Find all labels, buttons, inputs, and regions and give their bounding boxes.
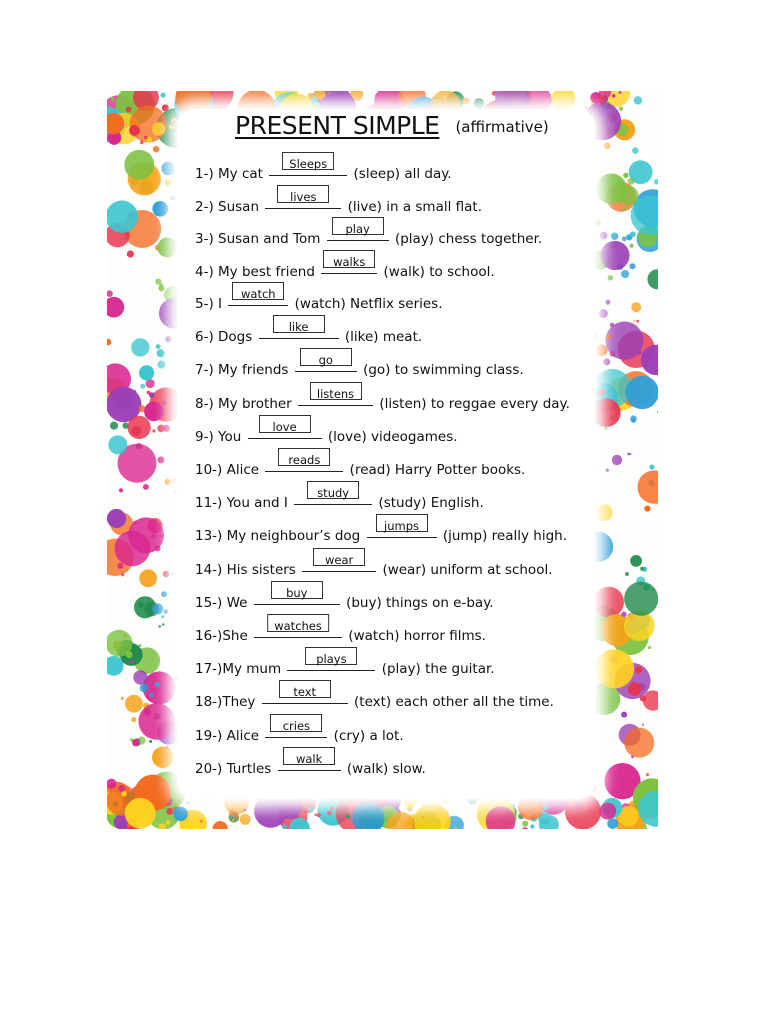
paint-splash	[647, 269, 658, 289]
exercise-prompt-start: 19-) Alice	[195, 728, 260, 744]
paint-splash	[159, 283, 163, 287]
exercise-prompt-end: (play) the guitar.	[381, 661, 495, 677]
paint-splash	[107, 339, 111, 346]
paint-splash	[640, 695, 646, 701]
paint-splash	[158, 625, 161, 628]
paint-splash	[599, 309, 608, 318]
paint-splash	[152, 747, 174, 769]
paint-splash	[308, 93, 314, 99]
paint-splash	[595, 649, 634, 688]
exercise-item	[195, 289, 443, 311]
answer-blank	[298, 389, 373, 406]
exercise-prompt-end: (study) English.	[378, 495, 484, 511]
exercise-prompt-end: (cry) a lot.	[333, 728, 404, 744]
paint-splash	[138, 644, 141, 647]
answer-box[interactable]: reads	[278, 448, 330, 466]
exercise-item	[195, 555, 553, 577]
paint-splash	[611, 233, 618, 240]
paint-splash	[140, 684, 148, 692]
paint-splash	[644, 506, 650, 512]
paint-splash	[414, 803, 451, 829]
paint-splash	[621, 712, 627, 718]
answer-box[interactable]: text	[279, 680, 331, 698]
exercise-item	[195, 422, 458, 444]
exercise-prompt-start: 9-) You	[195, 429, 242, 445]
paint-splash	[172, 121, 175, 124]
answer-blank	[287, 654, 375, 671]
paint-splash	[121, 697, 124, 700]
paint-splash	[650, 465, 655, 470]
answer-blank	[228, 289, 288, 306]
paint-splash	[124, 150, 154, 180]
paint-splash	[157, 349, 165, 357]
exercise-prompt-end: (watch) horror films.	[348, 628, 486, 644]
answer-blank	[254, 621, 342, 638]
paint-splash	[107, 290, 113, 297]
paint-splash	[330, 807, 333, 810]
paint-splash	[152, 603, 163, 614]
exercise-item	[195, 455, 525, 477]
paint-splash	[628, 682, 641, 695]
paint-splash	[642, 724, 644, 726]
paint-splash	[126, 107, 132, 113]
exercise-prompt-end: (go) to swimming class.	[363, 362, 524, 378]
exercise-item	[195, 588, 494, 610]
exercise-prompt-start: 2-) Susan	[195, 199, 260, 215]
paint-splash	[630, 244, 634, 248]
paint-splash	[107, 201, 138, 233]
exercise-prompt-end: (live) in a small flat.	[347, 199, 483, 215]
paint-splash	[155, 682, 160, 687]
paint-splash	[153, 146, 160, 153]
paint-splash	[657, 411, 658, 414]
exercise-prompt-end: (walk) to school.	[383, 264, 495, 280]
exercise-prompt-start: 16-)She	[195, 628, 248, 644]
paint-splash	[113, 389, 134, 410]
answer-blank	[321, 257, 377, 274]
answer-blank	[278, 754, 341, 771]
paint-splash	[178, 799, 181, 802]
paint-splash	[240, 814, 251, 825]
answer-blank	[262, 687, 348, 704]
paint-splash	[107, 509, 126, 528]
paint-splash	[187, 802, 190, 805]
exercise-prompt-start: 13-) My neighbour’s dog	[195, 528, 361, 544]
paint-splash	[626, 376, 659, 409]
answer-box[interactable]: walk	[283, 747, 335, 765]
paint-splash	[232, 819, 235, 822]
paint-splash	[133, 670, 147, 684]
paint-splash	[129, 647, 131, 649]
paint-splash	[139, 703, 176, 740]
paint-splash	[600, 232, 608, 240]
paint-splash	[169, 125, 174, 130]
paint-splash	[600, 241, 629, 270]
paint-splash	[327, 811, 332, 816]
paint-splash	[118, 785, 125, 792]
paint-splash	[131, 717, 136, 722]
paint-splash	[522, 821, 528, 827]
paint-splash	[152, 201, 168, 217]
paint-splash	[121, 573, 124, 576]
paint-splash	[171, 573, 173, 575]
paint-splash	[158, 456, 165, 463]
answer-box[interactable]: love	[259, 415, 311, 433]
paint-splash	[422, 816, 425, 819]
exercise-prompt-start: 11-) You and I	[195, 495, 288, 511]
paint-splash	[596, 174, 627, 205]
paint-splash	[346, 814, 351, 819]
paint-splash	[162, 401, 167, 406]
exercise-item	[195, 687, 554, 709]
exercise-prompt-start: 20-) Turtles	[195, 761, 272, 777]
paint-splash	[474, 98, 484, 108]
paint-splash	[200, 820, 203, 823]
exercise-item	[195, 224, 542, 246]
paint-splash	[596, 504, 613, 521]
paint-splash	[132, 739, 139, 746]
paint-splash	[390, 99, 397, 106]
paint-splash	[552, 91, 576, 111]
paint-splash	[171, 196, 176, 201]
paint-splash	[624, 582, 658, 616]
paint-splash	[166, 808, 173, 815]
exercise-prompt-start: 10-) Alice	[195, 462, 260, 478]
answer-box[interactable]: buy	[271, 581, 323, 599]
paint-splash	[130, 660, 134, 664]
answer-box[interactable]: listens	[310, 382, 362, 400]
paint-splash	[575, 802, 583, 810]
title-subtitle: (affirmative)	[455, 118, 549, 136]
exercise-item	[195, 721, 404, 743]
paint-splash	[317, 99, 320, 102]
paint-splash	[107, 297, 124, 318]
paint-splash	[163, 425, 170, 432]
answer-blank	[367, 521, 437, 538]
answer-blank	[259, 322, 339, 339]
paint-splash	[140, 141, 143, 144]
paint-splash	[619, 107, 623, 111]
paint-splash	[243, 809, 246, 812]
paint-splash	[628, 178, 635, 185]
paint-splash	[144, 402, 164, 422]
paint-splash	[108, 435, 127, 454]
paint-splash	[599, 96, 606, 103]
paint-splash	[134, 390, 136, 392]
exercise-item	[195, 159, 452, 181]
paint-splash	[110, 97, 115, 102]
exercise-prompt-end: (sleep) all day.	[353, 166, 452, 182]
answer-blank	[254, 588, 340, 605]
answer-blank	[294, 488, 372, 505]
title-main: PRESENT SIMPLE	[235, 111, 440, 140]
paint-splash	[622, 237, 627, 242]
exercise-prompt-start: 8-) My brother	[195, 396, 292, 412]
answer-box[interactable]: wear	[313, 548, 365, 566]
paint-splash	[610, 323, 615, 328]
exercise-item	[195, 488, 484, 510]
paint-splash	[165, 179, 171, 185]
exercise-prompt-end: (listen) to reggae every day.	[379, 396, 570, 412]
answer-box[interactable]: like	[273, 315, 325, 333]
paint-splash	[140, 384, 145, 389]
exercise-prompt-end: (buy) things on e-bay.	[346, 595, 494, 611]
paint-splash	[636, 320, 639, 323]
exercise-prompt-end: (walk) slow.	[346, 761, 426, 777]
paint-splash	[630, 231, 636, 237]
answer-box[interactable]: cries	[270, 714, 322, 732]
paint-splash	[648, 646, 651, 649]
paint-splash	[117, 563, 123, 569]
exercise-prompt-end: (text) each other all the time.	[354, 694, 554, 710]
paint-splash	[612, 455, 622, 465]
exercise-prompt-end: (like) meat.	[344, 329, 423, 345]
paint-splash	[654, 179, 658, 184]
paint-splash	[630, 263, 636, 269]
exercise-prompt-end: (watch) Netflix series.	[294, 296, 443, 312]
paint-splash	[173, 807, 188, 822]
paint-splash	[608, 275, 613, 280]
exercise-prompt-start: 4-) My best friend	[195, 264, 315, 280]
exercise-prompt-end: (jump) really high.	[442, 528, 568, 544]
exercise-prompt-end: (read) Harry Potter books.	[349, 462, 526, 478]
answer-blank	[269, 159, 347, 176]
exercise-item	[195, 654, 495, 676]
paint-splash	[604, 142, 611, 149]
paint-splash	[640, 567, 644, 571]
paint-splash	[149, 740, 152, 743]
answer-box[interactable]: play	[332, 217, 384, 235]
paint-splash	[125, 695, 143, 713]
paint-splash	[605, 322, 643, 360]
paint-splash	[167, 693, 171, 697]
paint-splash	[593, 587, 624, 618]
paint-splash	[592, 399, 620, 427]
worksheet-title	[235, 111, 549, 140]
paint-splash	[144, 136, 148, 140]
paint-splash	[139, 365, 154, 380]
paint-splash	[138, 602, 144, 608]
exercise-prompt-start: 3-) Susan and Tom	[195, 231, 321, 247]
paint-splash	[632, 147, 638, 153]
paint-splash	[165, 336, 171, 342]
exercise-prompt-start: 17-)My mum	[195, 661, 282, 677]
paint-splash	[530, 824, 534, 828]
paint-splash	[229, 810, 236, 817]
paint-splash	[139, 569, 157, 587]
paint-splash	[125, 798, 156, 829]
paint-splash	[630, 555, 642, 567]
exercise-prompt-start: 15-) We	[195, 595, 248, 611]
paint-splash	[195, 812, 198, 815]
exercise-item	[195, 192, 482, 214]
paint-splash	[631, 302, 641, 312]
answer-blank	[265, 192, 341, 209]
paint-splash	[129, 125, 140, 136]
answer-blank	[327, 224, 389, 241]
paint-splash	[606, 469, 609, 472]
paint-splash	[585, 107, 587, 109]
paint-splash	[149, 392, 155, 398]
answer-box[interactable]: walks	[323, 250, 375, 268]
exercise-prompt-end: (wear) uniform at school.	[382, 562, 553, 578]
paint-splash	[110, 422, 118, 430]
paint-splash	[131, 338, 149, 356]
answer-blank	[302, 555, 376, 572]
answer-box[interactable]: lives	[277, 185, 329, 203]
paint-splash	[158, 361, 166, 369]
paint-splash	[604, 427, 607, 430]
exercise-item	[195, 521, 567, 543]
paint-splash	[599, 803, 616, 820]
answer-blank	[248, 422, 322, 439]
paint-splash	[521, 827, 529, 829]
exercise-prompt-end: (play) chess together.	[394, 231, 543, 247]
answer-blank	[265, 721, 327, 738]
paint-splash	[317, 813, 321, 817]
exercise-prompt-start: 7-) My friends	[195, 362, 289, 378]
answer-box[interactable]: plays	[305, 647, 357, 665]
paint-splash	[612, 94, 615, 97]
paint-splash	[596, 344, 608, 356]
paint-splash	[149, 692, 154, 697]
paint-splash	[309, 807, 314, 812]
paint-splash	[603, 358, 610, 365]
paint-splash	[598, 389, 605, 396]
answer-blank	[265, 455, 343, 472]
paint-splash	[633, 320, 635, 322]
paint-splash	[634, 96, 642, 104]
paint-splash	[121, 791, 126, 796]
paint-splash	[152, 429, 155, 432]
paint-splash	[624, 728, 654, 758]
paint-splash	[161, 591, 167, 597]
paint-splash	[154, 545, 160, 551]
paint-splash	[619, 91, 622, 94]
exercise-item	[195, 257, 495, 279]
paint-splash	[607, 818, 618, 829]
exercise-prompt-start: 18-)They	[195, 694, 256, 710]
paint-splash	[152, 122, 165, 135]
exercise-item	[195, 322, 422, 344]
paint-splash	[143, 484, 149, 490]
paint-splash	[161, 162, 175, 176]
paint-splash	[115, 531, 151, 567]
paint-splash	[165, 479, 171, 485]
paint-splash	[594, 219, 601, 226]
paint-splash	[161, 615, 164, 618]
exercise-prompt-start: 5-) I	[195, 296, 222, 312]
exercise-prompt-end: (love) videogames.	[327, 429, 458, 445]
paint-splash	[621, 270, 629, 278]
exercise-item	[195, 754, 426, 776]
paint-splash	[606, 334, 611, 339]
paint-splash	[157, 237, 177, 257]
paint-splash	[164, 609, 169, 614]
paint-splash	[621, 612, 626, 617]
paint-splash	[213, 821, 228, 829]
paint-splash	[630, 415, 637, 422]
paint-splash	[605, 300, 610, 305]
exercise-prompt-start: 6-) Dogs	[195, 329, 253, 345]
paint-splash	[407, 806, 412, 811]
answer-box[interactable]: watch	[232, 282, 284, 300]
paint-splash	[162, 623, 165, 626]
paint-splash	[646, 773, 649, 776]
paint-splash	[166, 820, 171, 825]
paint-splash	[403, 104, 406, 107]
exercise-prompt-start: 1-) My cat	[195, 166, 263, 182]
paint-splash	[128, 416, 151, 439]
answer-box[interactable]: go	[300, 348, 352, 366]
paint-splash	[156, 344, 161, 349]
answer-blank	[295, 355, 357, 372]
paint-splash	[623, 173, 628, 178]
paint-splash	[595, 688, 598, 691]
answer-box[interactable]: study	[307, 481, 359, 499]
paint-splash	[161, 93, 166, 98]
paint-splash	[627, 453, 630, 456]
exercise-prompt-start: 14-) His sisters	[195, 562, 296, 578]
answer-box[interactable]: watches	[267, 614, 329, 632]
paint-splash	[119, 488, 123, 492]
worksheet-page	[107, 91, 658, 829]
paint-splash	[142, 796, 145, 799]
paint-splash	[126, 651, 133, 658]
paint-splash	[463, 98, 470, 105]
exercise-item	[195, 621, 486, 643]
answer-box[interactable]: Sleeps	[282, 152, 334, 170]
paint-splash	[635, 666, 642, 673]
exercise-item	[195, 355, 524, 377]
paint-splash	[638, 470, 659, 503]
answer-box[interactable]: jumps	[376, 514, 428, 532]
paint-splash	[163, 571, 170, 578]
paint-splash	[625, 572, 629, 576]
paint-splash	[127, 250, 134, 257]
exercise-item	[195, 389, 570, 411]
paint-splash	[623, 208, 626, 211]
